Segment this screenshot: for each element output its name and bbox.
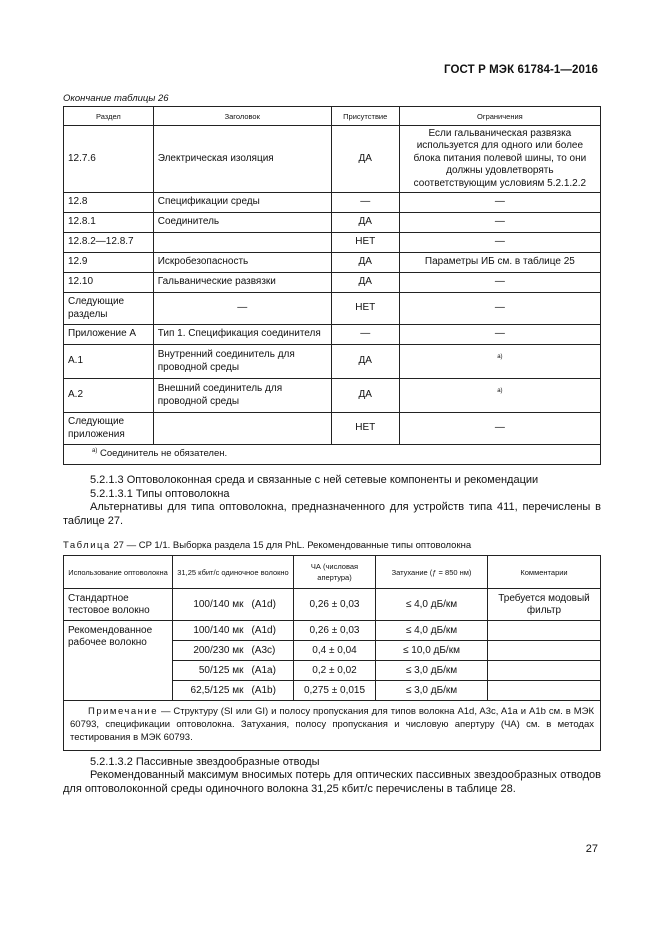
table27-caption-label: Таблица bbox=[63, 540, 111, 551]
cell-fiber-type: (A1d) bbox=[248, 589, 294, 621]
cell-comment bbox=[488, 641, 601, 661]
cell-fiber-size: 100/140 мк bbox=[173, 589, 248, 621]
cell-section: 12.9 bbox=[64, 253, 154, 273]
cell-fiber-size: 62,5/125 мк bbox=[173, 681, 248, 701]
cell-title: Искробезопасность bbox=[153, 253, 331, 273]
table-26 bbox=[63, 106, 601, 465]
table27-caption-text: 27 — CP 1/1. Выборка раздела 15 для PhL. Рекомендованные типы оптоволокна bbox=[113, 540, 472, 551]
cell-title: Тип 1. Спецификация соединителя bbox=[153, 325, 331, 345]
cell-title: Электрическая изоляция bbox=[153, 126, 331, 193]
table-header-row bbox=[64, 107, 601, 126]
col-header: Использование оптоволокна bbox=[64, 556, 173, 589]
cell-presence: ДА bbox=[331, 345, 399, 379]
table-row bbox=[64, 293, 601, 325]
col-header: Заголовок bbox=[153, 107, 331, 126]
cell-presence: ДА bbox=[331, 273, 399, 293]
table-row bbox=[64, 193, 601, 213]
cell-attenuation: ≤ 4,0 дБ/км bbox=[376, 621, 488, 641]
cell-usage: Рекомендованное рабочее волокно bbox=[64, 621, 173, 701]
table-note-row bbox=[64, 701, 601, 751]
cell-fiber-size: 50/125 мк bbox=[173, 661, 248, 681]
col-header: Раздел bbox=[64, 107, 154, 126]
cell-title bbox=[153, 413, 331, 445]
table-row bbox=[64, 213, 601, 233]
cell-usage: Стандартное тестовое волокно bbox=[64, 589, 173, 621]
cell-title: Соединитель bbox=[153, 213, 331, 233]
table-footnote-row bbox=[64, 445, 601, 465]
page-number: 27 bbox=[585, 843, 598, 855]
table-row bbox=[64, 253, 601, 273]
cell-restriction: a) bbox=[399, 379, 600, 413]
col-header: Присутствие bbox=[331, 107, 399, 126]
cell-na: 0,4 ± 0,04 bbox=[294, 641, 376, 661]
cell-section: 12.8 bbox=[64, 193, 154, 213]
cell-fiber-size: 200/230 мк bbox=[173, 641, 248, 661]
subsection-heading: 5.2.1.3.2 Пассивные звездообразные отводы bbox=[90, 756, 320, 768]
cell-attenuation: ≤ 4,0 дБ/км bbox=[376, 589, 488, 621]
cell-restriction: — bbox=[399, 293, 600, 325]
table-row bbox=[64, 589, 601, 621]
footnote-mark: а) bbox=[92, 447, 98, 454]
col-header: Комментарии bbox=[488, 556, 601, 589]
cell-presence: ДА bbox=[331, 126, 399, 193]
cell-section: А.2 bbox=[64, 379, 154, 413]
table-header-row bbox=[64, 556, 601, 589]
cell-presence: НЕТ bbox=[331, 293, 399, 325]
cell-restriction: a) bbox=[399, 345, 600, 379]
cell-section: 12.7.6 bbox=[64, 126, 154, 193]
table-row bbox=[64, 233, 601, 253]
cell-na: 0,2 ± 0,02 bbox=[294, 661, 376, 681]
table-row bbox=[64, 273, 601, 293]
cell-na: 0,26 ± 0,03 bbox=[294, 621, 376, 641]
cell-attenuation: ≤ 10,0 дБ/км bbox=[376, 641, 488, 661]
table-27 bbox=[63, 555, 601, 751]
col-header: Ограничения bbox=[399, 107, 600, 126]
cell-fiber-type: (A1d) bbox=[248, 621, 294, 641]
cell-restriction: — bbox=[399, 213, 600, 233]
cell-title: Спецификации среды bbox=[153, 193, 331, 213]
cell-presence: ДА bbox=[331, 213, 399, 233]
cell-presence: ДА bbox=[331, 253, 399, 273]
body-paragraph: Альтернативы для типа оптоволокна, предназначенного для устройств типа 411, перечислены в таблице 27. bbox=[63, 501, 601, 527]
cell-title: Гальванические развязки bbox=[153, 273, 331, 293]
cell-na: 0,26 ± 0,03 bbox=[294, 589, 376, 621]
body-paragraph: Рекомендованный максимум вносимых потерь для оптических пассивных звездообразных отводов для оптоволоконной среды одиночного волокна 31,25 кбит/с перечислены в таблице 28. bbox=[63, 769, 601, 795]
cell-section: 12.8.2—12.8.7 bbox=[64, 233, 154, 253]
table-row bbox=[64, 621, 601, 641]
cell-restriction: — bbox=[399, 273, 600, 293]
subsection-heading: 5.2.1.3.1 Типы оптоволокна bbox=[90, 488, 230, 500]
col-header: ЧА (числовая апертура) bbox=[294, 556, 376, 589]
cell-fiber-type: (A1b) bbox=[248, 681, 294, 701]
cell-comment: Требуется модовый фильтр bbox=[488, 589, 601, 621]
cell-comment bbox=[488, 681, 601, 701]
table-note bbox=[64, 701, 601, 751]
cell-fiber-type: (A3c) bbox=[248, 641, 294, 661]
cell-presence: НЕТ bbox=[331, 233, 399, 253]
table-row bbox=[64, 325, 601, 345]
cell-title: Внутренний соединитель для проводной среды bbox=[153, 345, 331, 379]
cell-presence: НЕТ bbox=[331, 413, 399, 445]
cell-restriction: — bbox=[399, 193, 600, 213]
footnote-text: Соединитель не обязателен. bbox=[99, 448, 228, 459]
document-header: ГОСТ Р МЭК 61784-1—2016 bbox=[444, 64, 598, 76]
cell-comment bbox=[488, 661, 601, 681]
cell-comment bbox=[488, 621, 601, 641]
note-text: — Структуру (SI или GI) и полосу пропускания для типов волокна A1d, A3c, A1a и A1b см. в МЭК 60793, спецификации оптоволокна. Затухания, полосу пропускания и числовую апертуру (ЧА) см. в методах тестирования в МЭК 60793. bbox=[70, 706, 594, 743]
table-row bbox=[64, 345, 601, 379]
table-footnote bbox=[64, 445, 601, 465]
cell-restriction: — bbox=[399, 413, 600, 445]
cell-attenuation: ≤ 3,0 дБ/км bbox=[376, 681, 488, 701]
cell-section: А.1 bbox=[64, 345, 154, 379]
cell-presence: ДА bbox=[331, 379, 399, 413]
cell-attenuation: ≤ 3,0 дБ/км bbox=[376, 661, 488, 681]
cell-section: Следующие приложения bbox=[64, 413, 154, 445]
table-row bbox=[64, 379, 601, 413]
col-header: 31,25 кбит/с одиночное волокно bbox=[173, 556, 294, 589]
cell-section: Следующие разделы bbox=[64, 293, 154, 325]
cell-na: 0,275 ± 0,015 bbox=[294, 681, 376, 701]
cell-section: 12.10 bbox=[64, 273, 154, 293]
cell-title bbox=[153, 233, 331, 253]
cell-presence: — bbox=[331, 193, 399, 213]
cell-title: Внешний соединитель для проводной среды bbox=[153, 379, 331, 413]
table26-caption: Окончание таблицы 26 bbox=[63, 93, 169, 104]
cell-fiber-size: 100/140 мк bbox=[173, 621, 248, 641]
cell-section: 12.8.1 bbox=[64, 213, 154, 233]
cell-fiber-type: (A1a) bbox=[248, 661, 294, 681]
cell-restriction: Параметры ИБ см. в таблице 25 bbox=[399, 253, 600, 273]
table27-caption bbox=[63, 540, 471, 551]
note-label: Примечание bbox=[88, 706, 158, 717]
cell-restriction: Если гальваническая развязка используется для одного или более блока питания полевой шины, то они должны удовлетворять соответствующим условиям 5.2.1.2.2 bbox=[399, 126, 600, 193]
section-heading: 5.2.1.3 Оптоволоконная среда и связанные с ней сетевые компоненты и рекомендации bbox=[90, 474, 539, 486]
cell-restriction: — bbox=[399, 233, 600, 253]
cell-presence: — bbox=[331, 325, 399, 345]
cell-title: — bbox=[153, 293, 331, 325]
table-row bbox=[64, 413, 601, 445]
table-row bbox=[64, 126, 601, 193]
col-header: Затухание (ƒ = 850 нм) bbox=[376, 556, 488, 589]
cell-restriction: — bbox=[399, 325, 600, 345]
cell-section: Приложение А bbox=[64, 325, 154, 345]
